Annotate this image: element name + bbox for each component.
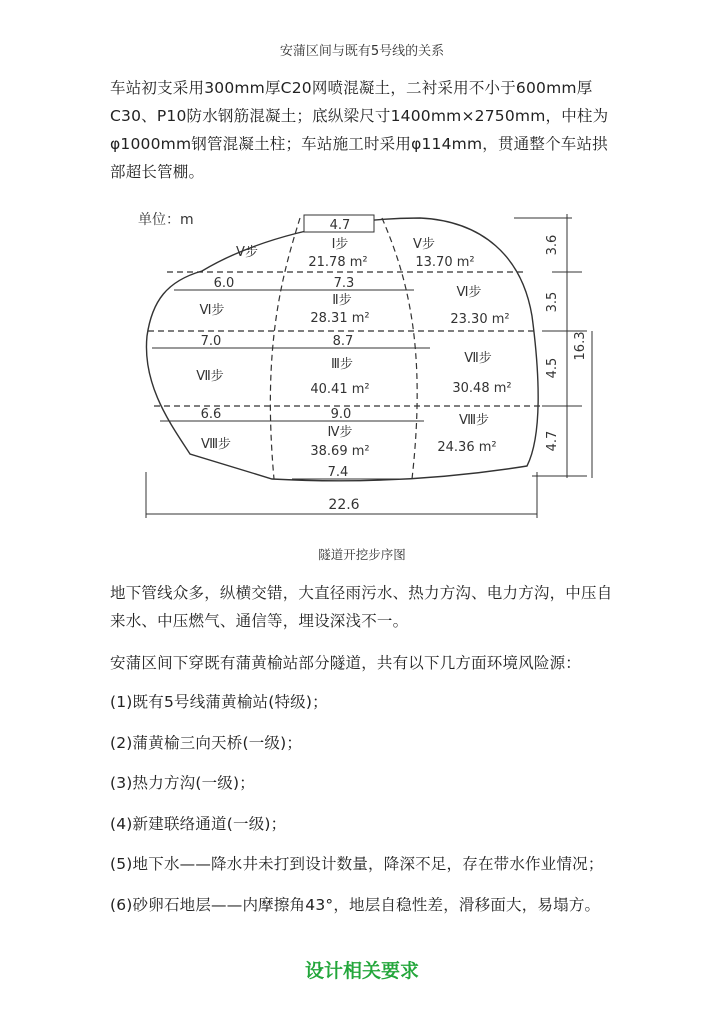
step-2-area: 28.31 m² bbox=[310, 311, 370, 326]
step-6-left-label: Ⅵ步 bbox=[199, 303, 225, 318]
risk-item-5: (5)地下水——降水井未打到设计数量，降深不足，存在带水作业情况； bbox=[110, 855, 604, 873]
step-2-label: Ⅱ步 bbox=[332, 293, 352, 308]
page-header: 安蒲区间与既有5号线的关系 bbox=[279, 44, 445, 59]
width-label-7-0: 7.0 bbox=[200, 334, 222, 349]
width-label-9-0: 9.0 bbox=[330, 407, 352, 422]
width-label-7-4: 7.4 bbox=[327, 465, 349, 480]
intro-paragraph: 车站初支采用300mm厚C20网喷混凝土，二衬采用不小于600mm厚C30、P10防水钢筋混凝土；底纵梁尺寸1400mm×2750mm，中柱为φ1000mm钢管混凝土柱；车站施工时采用φ114mm，贯通整个车站拱部超长管棚。 bbox=[110, 79, 609, 181]
step-5-right-label: Ⅴ步 bbox=[413, 237, 435, 252]
step-1-area: 21.78 m² bbox=[308, 255, 368, 270]
step-1-label: Ⅰ步 bbox=[331, 237, 349, 252]
step-6-right-label: Ⅵ步 bbox=[456, 285, 482, 300]
unit-label: 单位：m bbox=[138, 212, 194, 228]
step-8-right-area: 24.36 m² bbox=[437, 440, 497, 455]
risk-item-3: (3)热力方沟(一级)； bbox=[110, 774, 255, 792]
step-5-left-label: Ⅴ步 bbox=[236, 245, 258, 260]
risk-intro-paragraph: 安蒲区间下穿既有蒲黄榆站部分隧道，共有以下几方面环境风险源： bbox=[110, 654, 582, 672]
height-label-3-6: 3.6 bbox=[545, 234, 560, 256]
step-4-area: 38.69 m² bbox=[310, 444, 370, 459]
width-label-6-0: 6.0 bbox=[213, 276, 235, 291]
width-label-22-6: 22.6 bbox=[328, 497, 360, 513]
step-7-right-label: Ⅶ步 bbox=[464, 351, 492, 366]
step-6-right-area: 23.30 m² bbox=[450, 312, 510, 327]
tunnel-excavation-figure bbox=[112, 196, 618, 531]
height-label-16-3: 16.3 bbox=[573, 331, 588, 361]
tunnel-diagram bbox=[112, 196, 618, 531]
width-label-6-6: 6.6 bbox=[200, 407, 222, 422]
risk-item-6: (6)砂卵石地层——内摩擦角43°，地层自稳性差，滑移面大，易塌方。 bbox=[110, 896, 601, 914]
width-label-7-3: 7.3 bbox=[333, 276, 355, 291]
risk-item-2: (2)蒲黄榆三向天桥(一级)； bbox=[110, 734, 303, 752]
section-title: 设计相关要求 bbox=[304, 960, 419, 982]
width-label-8-7: 8.7 bbox=[332, 334, 354, 349]
step-8-right-label: Ⅷ步 bbox=[458, 413, 490, 428]
height-label-4-7: 4.7 bbox=[545, 430, 560, 452]
step-7-left-label: Ⅶ步 bbox=[196, 369, 224, 384]
pipeline-paragraph: 地下管线众多，纵横交错，大直径雨污水、热力方沟、电力方沟，中压自来水、中压燃气、通信等，埋设深浅不一。 bbox=[110, 584, 613, 630]
height-label-4-5: 4.5 bbox=[545, 357, 560, 379]
height-label-3-5: 3.5 bbox=[545, 291, 560, 313]
width-label-4-7: 4.7 bbox=[329, 218, 351, 233]
figure-caption: 隧道开挖步序图 bbox=[318, 547, 406, 562]
step-3-label: Ⅲ步 bbox=[331, 357, 353, 372]
step-7-right-area: 30.48 m² bbox=[452, 381, 512, 396]
risk-item-4: (4)新建联络通道(一级)； bbox=[110, 815, 287, 833]
step-5-right-area: 13.70 m² bbox=[415, 255, 475, 270]
step-4-label: Ⅳ步 bbox=[327, 425, 353, 440]
risk-item-1: (1)既有5号线蒲黄榆站(特级)； bbox=[110, 693, 328, 711]
step-8-left-label: Ⅷ步 bbox=[200, 437, 232, 452]
step-3-area: 40.41 m² bbox=[310, 382, 370, 397]
